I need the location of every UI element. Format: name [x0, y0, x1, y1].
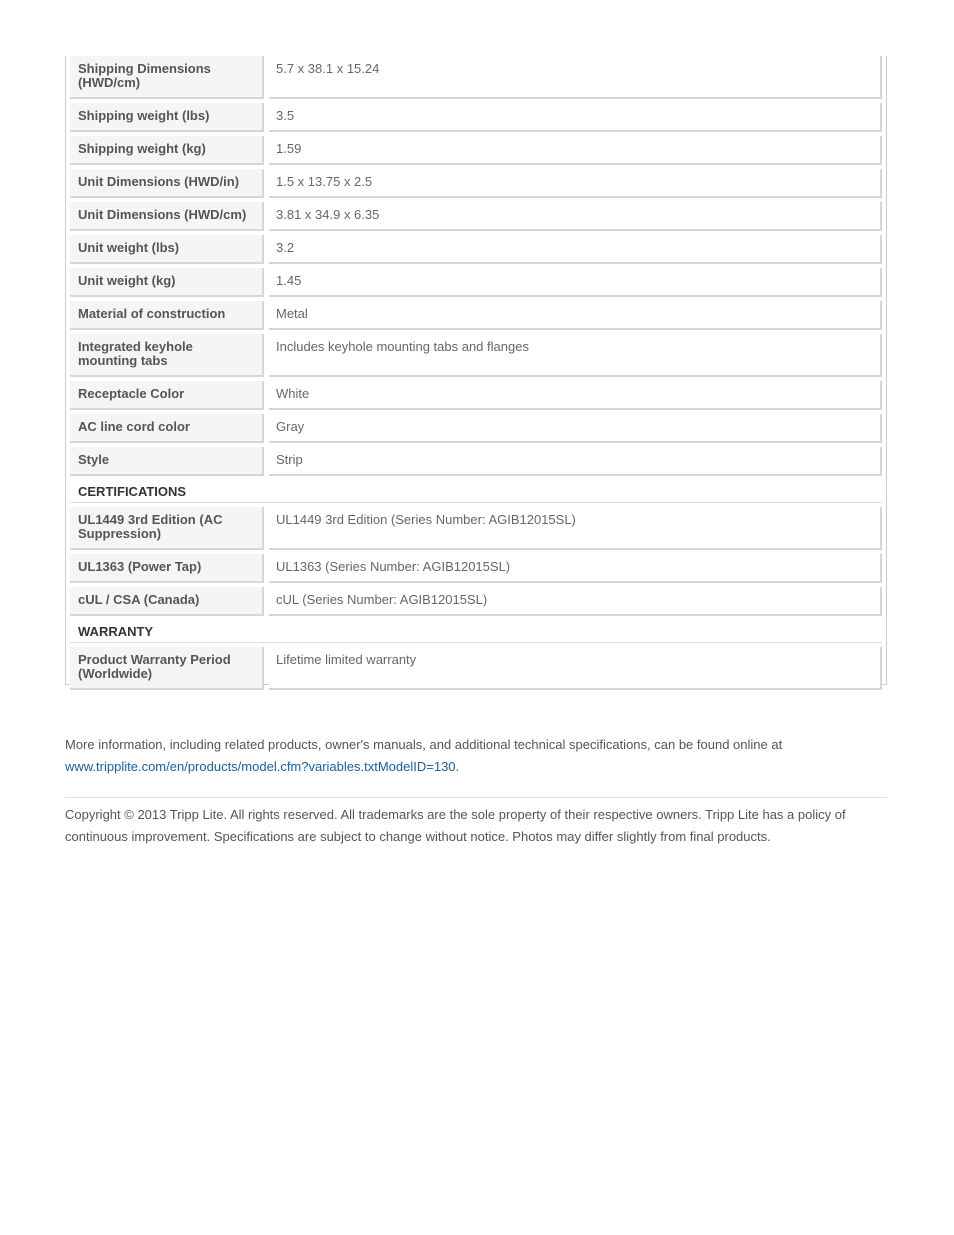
specifications-table — [65, 56, 887, 685]
spec-value: Strip — [269, 447, 882, 476]
spec-row — [70, 301, 882, 330]
spec-row — [70, 334, 882, 377]
spec-value: Includes keyhole mounting tabs and flanges — [269, 334, 882, 377]
spec-value: Lifetime limited warranty — [269, 647, 882, 690]
spec-label: UL1363 (Power Tap) — [70, 554, 264, 583]
spec-value: 3.81 x 34.9 x 6.35 — [269, 202, 882, 231]
spec-value: 3.5 — [269, 103, 882, 132]
section-header: CERTIFICATIONS — [70, 480, 882, 503]
spec-label: Product Warranty Period (Worldwide) — [70, 647, 264, 690]
spec-value: 3.2 — [269, 235, 882, 264]
spec-value: Metal — [269, 301, 882, 330]
spec-label: cUL / CSA (Canada) — [70, 587, 264, 616]
product-page-link[interactable]: www.tripplite.com/en/products/model.cfm?variables.txtModelID=130 — [65, 759, 456, 774]
spec-label: Material of construction — [70, 301, 264, 330]
spec-label: Unit weight (lbs) — [70, 235, 264, 264]
spec-row — [70, 647, 882, 690]
spec-value: cUL (Series Number: AGIB12015SL) — [269, 587, 882, 616]
spec-row — [70, 103, 882, 132]
spec-row — [70, 414, 882, 443]
spec-label: AC line cord color — [70, 414, 264, 443]
spec-row — [70, 235, 882, 264]
spec-value: 1.45 — [269, 268, 882, 297]
spec-label: Shipping weight (lbs) — [70, 103, 264, 132]
spec-row — [70, 169, 882, 198]
more-info-paragraph — [65, 734, 887, 778]
spec-row — [70, 202, 882, 231]
spec-label: Unit weight (kg) — [70, 268, 264, 297]
spec-row — [70, 507, 882, 550]
spec-label: Shipping weight (kg) — [70, 136, 264, 165]
spec-value: 1.5 x 13.75 x 2.5 — [269, 169, 882, 198]
spec-row — [70, 136, 882, 165]
section-header: WARRANTY — [70, 620, 882, 643]
spec-value: 1.59 — [269, 136, 882, 165]
spec-row — [70, 381, 882, 410]
copyright-notice: Copyright © 2013 Tripp Lite. All rights reserved. All trademarks are the sole property of their respective owners. Tripp Lite has a policy of continuous improvement. Specifications are subject to change without notice. Photos may differ slightly from final products. — [65, 807, 846, 844]
spec-row — [70, 56, 882, 99]
spec-row — [70, 587, 882, 616]
footer-divider — [65, 797, 887, 798]
spec-label: Integrated keyhole mounting tabs — [70, 334, 264, 377]
spec-label: Receptacle Color — [70, 381, 264, 410]
spec-value: UL1449 3rd Edition (Series Number: AGIB12015SL) — [269, 507, 882, 550]
spec-label: Unit Dimensions (HWD/in) — [70, 169, 264, 198]
spec-label: Unit Dimensions (HWD/cm) — [70, 202, 264, 231]
more-info-text: More information, including related products, owner's manuals, and additional technical specifications, can be found online at — [65, 737, 783, 752]
spec-value: White — [269, 381, 882, 410]
spec-label: Style — [70, 447, 264, 476]
spec-value: Gray — [269, 414, 882, 443]
link-suffix: . — [455, 759, 460, 774]
spec-label: Shipping Dimensions (HWD/cm) — [70, 56, 264, 99]
specifications-rows — [70, 56, 882, 694]
spec-row — [70, 447, 882, 476]
spec-row — [70, 268, 882, 297]
spec-value: UL1363 (Series Number: AGIB12015SL) — [269, 554, 882, 583]
spec-value: 5.7 x 38.1 x 15.24 — [269, 56, 882, 99]
spec-row — [70, 554, 882, 583]
spec-label: UL1449 3rd Edition (AC Suppression) — [70, 507, 264, 550]
